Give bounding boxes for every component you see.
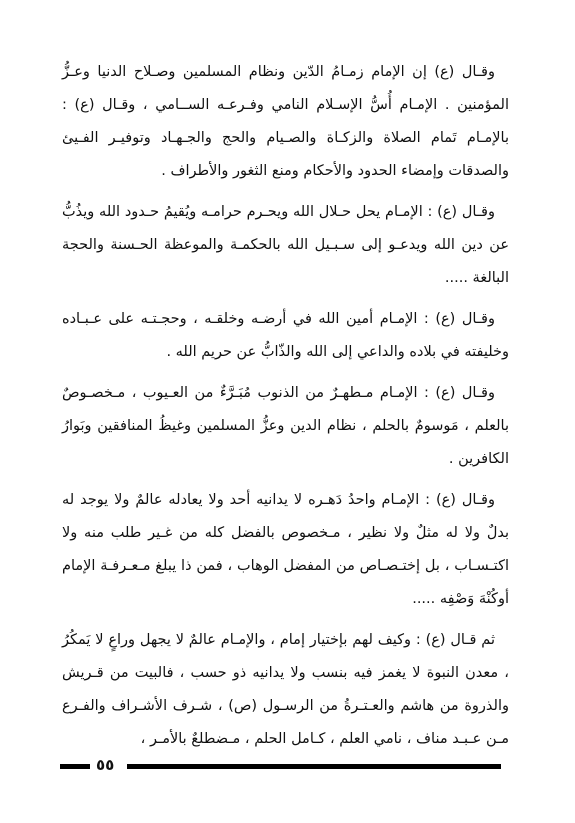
footer-rule-short — [60, 764, 90, 769]
footer-rule-long — [127, 764, 501, 769]
paragraph-5: وقـال (ع) : الإمـام واحدُ دَهـره لا يدانيه أحد ولا يعادله عالمٌ ولا يوجد له بدلٌ ولا له مثلٌ ولا نظير ، مـخصوص بالفضل كله من غـير طلب منه ولا اكتـسـاب ، بل إختـصـاص من المفضل الوهاب ، فمن ذا يبلغ مـعـرفـة الإمام أوكُنْهَ وَصْفِه ..... — [62, 492, 509, 607]
page-text — [62, 56, 509, 764]
page-footer — [60, 757, 503, 777]
paragraph-1: وقـال (ع) إن الإمام زمـامُ الدّين ونظام المسلمين وصـلاح الدنيا وعـزُّ المؤمنين . الإمـام أُسُّ الإسـلام النامي وفـرعـه الســامي ، وقـال (ع) : بالإمـام تَمام الصلاة والزكـاة والصـيام والحج والجـهـاد وتوفيـر الفـيئ والصدقات وإمضاء الحدود والأحكام ومنع الثغور والأطراف . — [62, 64, 509, 179]
paragraph-4: وقـال (ع) : الإمـام مـطهـرٌ من الذنوب مُبَـرَّءٌ من العـيوب ، مـخصـوصٌ بالعلم ، مَوسومٌ بالحلم ، نظام الدين وعزُّ المسلمين وغيظُ المنافقين وبَوارُ الكافرين . — [62, 385, 509, 467]
paragraph-2: وقـال (ع) : الإمـام يحل حـلال الله ويحـرم حرامـه ويُقيمُ حـدود الله ويذُبُّ عن دين الله ويدعـو إلى سـبـيل الله بالحكمـة والموعظة الحـسنة والحجة البالغة ..... — [62, 204, 509, 286]
paragraph-3: وقـال (ع) : الإمـام أمين الله في أرضـه وخلقـه ، وحجـتـه على عـبـاده وخليفته في بلاده والداعي إلى الله والذّابُّ عن حريم الله . — [62, 311, 509, 360]
page-number: ٥٥ — [96, 756, 115, 774]
paragraph-6: ثم قـال (ع) : وكيف لهم بإختيار إمام ، والإمـام عالمٌ لا يجهل وراعٍ لا يَمكُرُ ، معدن النبوة لا يغمز فيه بنسب ولا يدانيه ذو حسب ، فالبيت من قـريش والذروة من هاشم والعـتـرةُ من الرسـول (ص) ، شـرف الأشـراف والفـرع مـن عـبـد مناف ، نامي العلم ، كـامل الحلم ، مـضطلعٌ بالأمـر ، — [62, 632, 509, 747]
